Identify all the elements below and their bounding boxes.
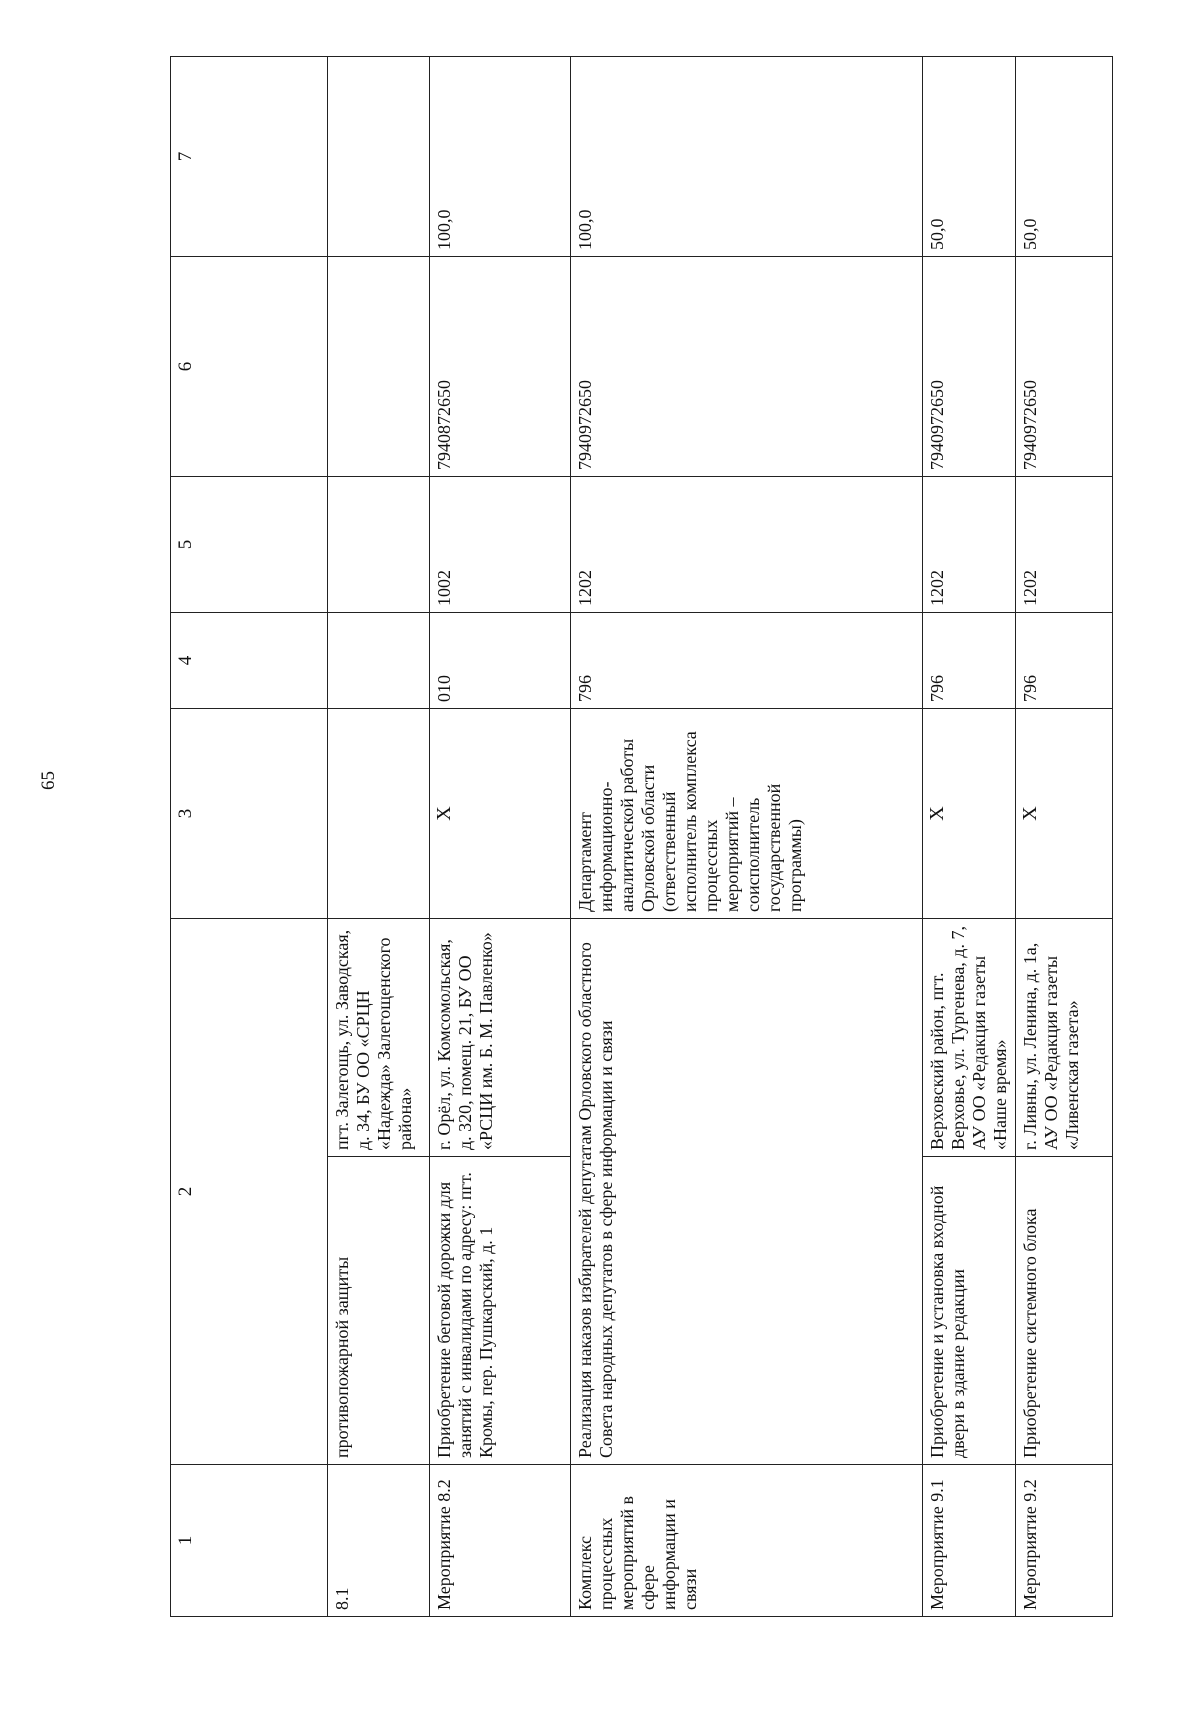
amount-cell: 100,0 xyxy=(430,57,571,257)
executor-cell xyxy=(328,709,430,919)
row-label: Мероприятие 9.1 xyxy=(923,1465,1016,1617)
measure-description: Приобретение и установка входной двери в здание редакции xyxy=(923,1157,1016,1465)
document-sheet xyxy=(170,57,1082,1617)
code-cell: 796 xyxy=(923,613,1016,709)
target-article-cell: 7940972650 xyxy=(923,257,1016,477)
measure-description: противопожарной защиты xyxy=(328,1157,430,1465)
table-row xyxy=(571,57,923,1617)
budget-table xyxy=(170,56,1113,1617)
measure-address: г. Орёл, ул. Комсомольская, д. 320, помещ. 21, БУ ОО «РСЦИ им. Б. М. Павленко» xyxy=(430,919,571,1157)
executor-cell: X xyxy=(1016,709,1113,919)
header-col-5: 5 xyxy=(171,477,328,613)
header-col-2: 2 xyxy=(171,919,328,1465)
measure-address: Верховский район, пгт. Верховье, ул. Тургенева, д. 7, АУ ОО «Редакция газеты «Наше время» xyxy=(923,919,1016,1157)
section-cell: 1202 xyxy=(923,477,1016,613)
table-row xyxy=(1016,57,1113,1617)
header-col-1: 1 xyxy=(171,1465,328,1617)
header-col-4: 4 xyxy=(171,613,328,709)
measure-address: г. Ливны, ул. Ленина, д. 1а, АУ ОО «Редакция газеты «Ливенская газета» xyxy=(1016,919,1113,1157)
amount-cell: 50,0 xyxy=(923,57,1016,257)
target-article-cell: 7940972650 xyxy=(1016,257,1113,477)
code-cell: 796 xyxy=(571,613,923,709)
measure-description: Приобретение беговой дорожки для занятий с инвалидами по адресу: пгт. Кромы, пер. Пушкарский, д. 1 xyxy=(430,1157,571,1465)
table-row xyxy=(923,57,1016,1617)
row-label: Мероприятие 8.2 xyxy=(430,1465,571,1617)
header-row xyxy=(171,57,328,1617)
code-cell xyxy=(328,613,430,709)
target-article-cell: 7940972650 xyxy=(571,257,923,477)
executor-cell: X xyxy=(923,709,1016,919)
header-col-7: 7 xyxy=(171,57,328,257)
page-number: 65 xyxy=(38,771,59,790)
measure-address: пгт. Залегощь, ул. Заводская, д. 34, БУ ОО «СРЦН «Надежда» Залегощенского района» xyxy=(328,919,430,1157)
section-cell: 1202 xyxy=(1016,477,1113,613)
table-row xyxy=(328,57,430,1617)
target-article-cell: 7940872650 xyxy=(430,257,571,477)
measure-description: Реализация наказов избирателей депутатам Орловского областного Совета народных депутатов в сфере информации и связи xyxy=(571,919,923,1465)
section-cell xyxy=(328,477,430,613)
amount-cell xyxy=(328,57,430,257)
section-cell: 1202 xyxy=(571,477,923,613)
row-label: Комплекс процессных мероприятий в сфере информации и связи xyxy=(571,1465,923,1617)
row-label: Мероприятие 9.2 xyxy=(1016,1465,1113,1617)
code-cell: 010 xyxy=(430,613,571,709)
target-article-cell xyxy=(328,257,430,477)
code-cell: 796 xyxy=(1016,613,1113,709)
section-cell: 1002 xyxy=(430,477,571,613)
header-col-3: 3 xyxy=(171,709,328,919)
amount-cell: 100,0 xyxy=(571,57,923,257)
executor-cell: X xyxy=(430,709,571,919)
executor-cell: Департамент информационно-аналитической работы Орловской области (ответственный исполнитель комплекса процессных мероприятий – соисполнитель государственной программы) xyxy=(571,709,923,919)
table-row xyxy=(430,57,571,1617)
row-label: 8.1 xyxy=(328,1465,430,1617)
amount-cell: 50,0 xyxy=(1016,57,1113,257)
header-col-6: 6 xyxy=(171,257,328,477)
measure-description: Приобретение системного блока xyxy=(1016,1157,1113,1465)
